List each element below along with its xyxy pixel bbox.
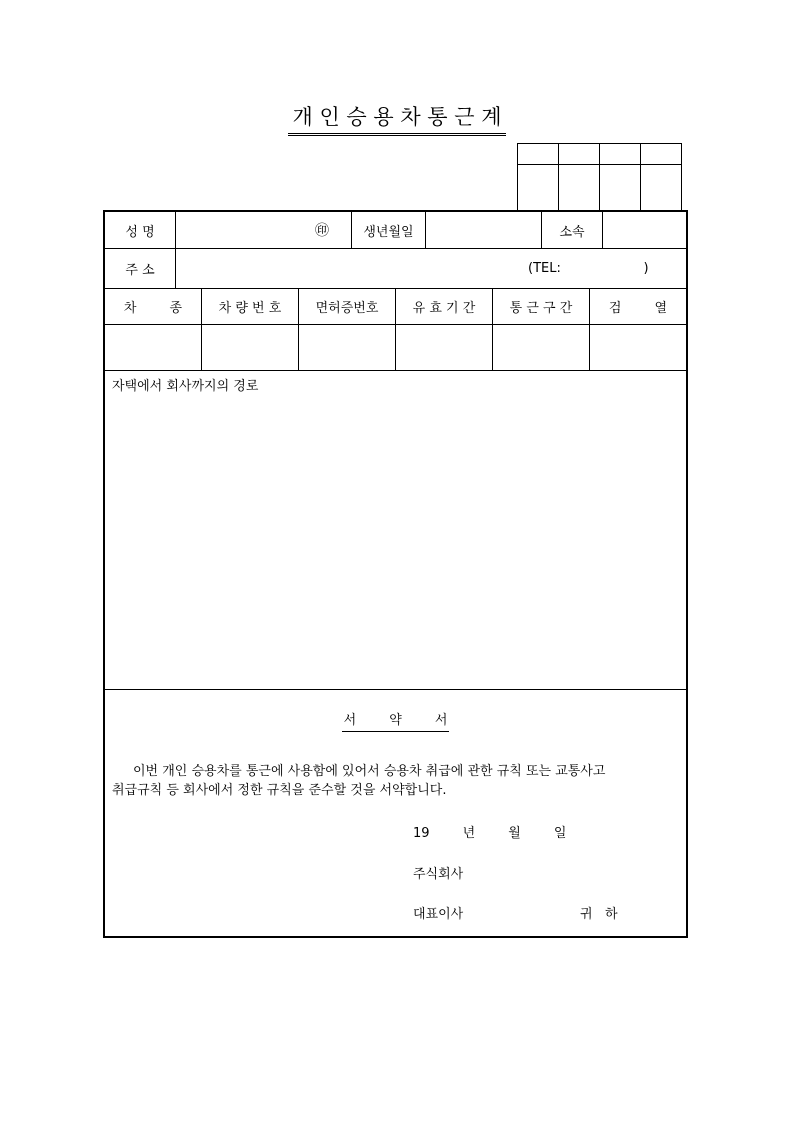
birth-label: 생년월일 bbox=[363, 224, 414, 240]
col-header-inspection: 검 열 bbox=[608, 301, 668, 316]
commute-form bbox=[103, 210, 688, 938]
approval-header-cell bbox=[600, 144, 641, 165]
dept-label: 소속 bbox=[559, 224, 585, 240]
inspection-field[interactable] bbox=[590, 325, 686, 370]
approval-sign-cell[interactable] bbox=[559, 165, 600, 211]
col-header-car-type: 차 종 bbox=[123, 301, 183, 316]
col-header-plate-number: 차 량 번 호 bbox=[218, 301, 282, 316]
pledge-line-2: 취급규칙 등 회사에서 정한 규칙을 준수할 것을 서약합니다. bbox=[112, 783, 447, 798]
license-number-field[interactable] bbox=[299, 325, 395, 370]
approval-box bbox=[517, 143, 682, 211]
ceo-label: 대표이사 bbox=[413, 907, 464, 922]
approval-sign-cell[interactable] bbox=[600, 165, 641, 211]
approval-header-cell bbox=[641, 144, 682, 165]
birth-field[interactable] bbox=[426, 212, 541, 248]
commute-section-field[interactable] bbox=[493, 325, 589, 370]
approval-header-cell bbox=[559, 144, 600, 165]
pledge-line-1: 이번 개인 승용차를 통근에 사용함에 있어서 승용차 취급에 관한 규칙 또는 교통사고 bbox=[133, 764, 606, 779]
car-type-field[interactable] bbox=[105, 325, 201, 370]
col-header-commute-section: 통 근 구 간 bbox=[509, 301, 573, 316]
plate-number-field[interactable] bbox=[202, 325, 298, 370]
route-label: 자택에서 회사까지의 경로 bbox=[112, 379, 259, 394]
honorific-label: 귀 하 bbox=[580, 907, 618, 922]
col-header-license-number: 면허증번호 bbox=[315, 301, 379, 316]
tel-field: (TEL: ) bbox=[528, 261, 649, 276]
company-label: 주식회사 bbox=[413, 867, 464, 882]
approval-sign-cell[interactable] bbox=[641, 165, 682, 211]
approval-sign-cell[interactable] bbox=[518, 165, 559, 211]
pledge-date: 19 년 월 일 bbox=[413, 826, 567, 841]
address-field[interactable] bbox=[176, 249, 686, 288]
pledge-title: 서 약 서 bbox=[105, 709, 686, 728]
form-title: 개 인 승 용 차 통 근 계 bbox=[0, 101, 794, 136]
col-header-validity-period: 유 효 기 간 bbox=[412, 301, 476, 316]
address-label: 주 소 bbox=[125, 263, 155, 278]
pledge-section bbox=[105, 690, 686, 936]
validity-period-field[interactable] bbox=[396, 325, 492, 370]
dept-field[interactable] bbox=[603, 212, 686, 248]
route-area[interactable] bbox=[105, 371, 686, 689]
seal-icon: ㊞ bbox=[315, 223, 329, 239]
name-field[interactable] bbox=[176, 212, 351, 248]
approval-header-cell bbox=[518, 144, 559, 165]
name-label: 성 명 bbox=[125, 224, 155, 240]
